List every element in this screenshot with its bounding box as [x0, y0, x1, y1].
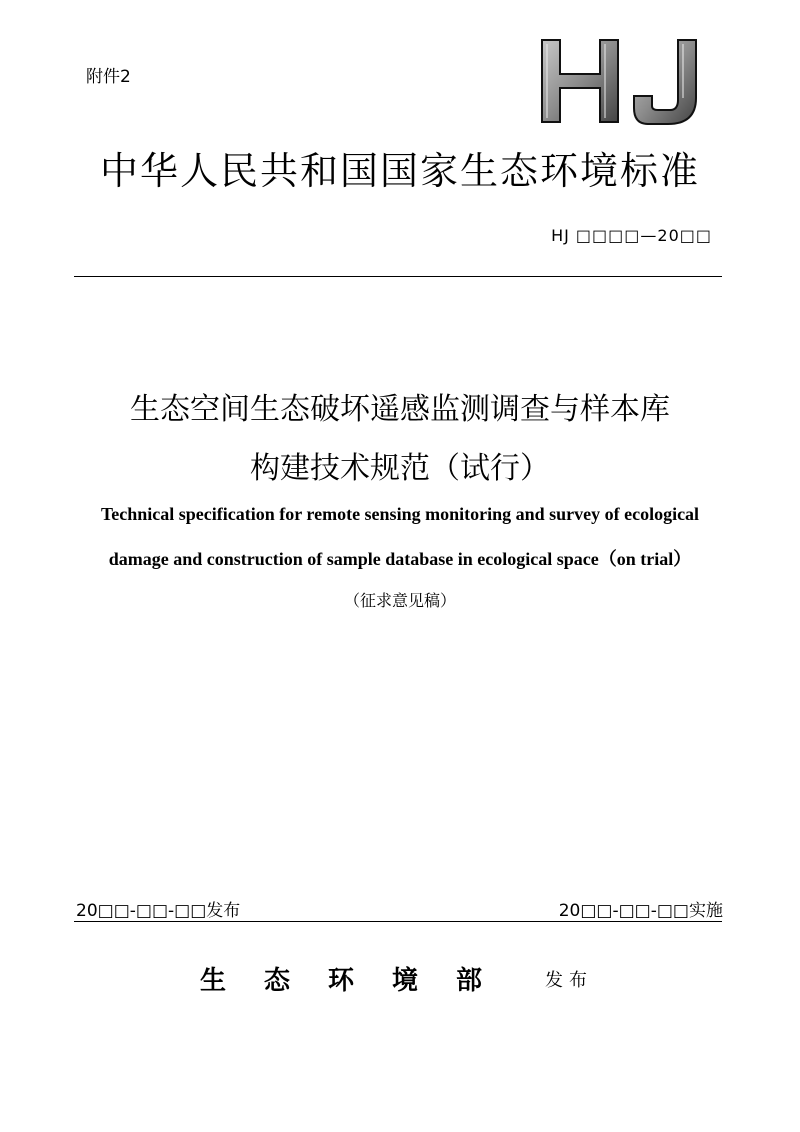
issuer-action: 发布 [545, 970, 593, 991]
standard-name: 中华人民共和国国家生态环境标准 [99, 149, 700, 193]
standard-number: HJ □□□□—20□□ [551, 226, 712, 245]
implement-date: 20□□-□□-□□实施 [558, 901, 723, 921]
title-en-line1: Technical specification for remote sensing monitoring and survey of ecological [100, 504, 700, 524]
issuer-name: 生态环境部 [200, 966, 521, 996]
draft-note: （征求意见稿） [343, 591, 456, 610]
bottom-divider [74, 921, 722, 922]
title-en-line2: damage and construction of sample database in ecological space（on trial） [108, 549, 692, 569]
title-cn-line1: 生态空间生态破坏遥感监测调查与样本库 [130, 392, 670, 427]
attachment-label: 附件2 [86, 67, 131, 87]
publish-date: 20□□-□□-□□发布 [76, 901, 241, 921]
hj-logo [538, 36, 702, 128]
title-cn-line2: 构建技术规范（试行） [250, 451, 550, 486]
top-divider [74, 276, 722, 277]
